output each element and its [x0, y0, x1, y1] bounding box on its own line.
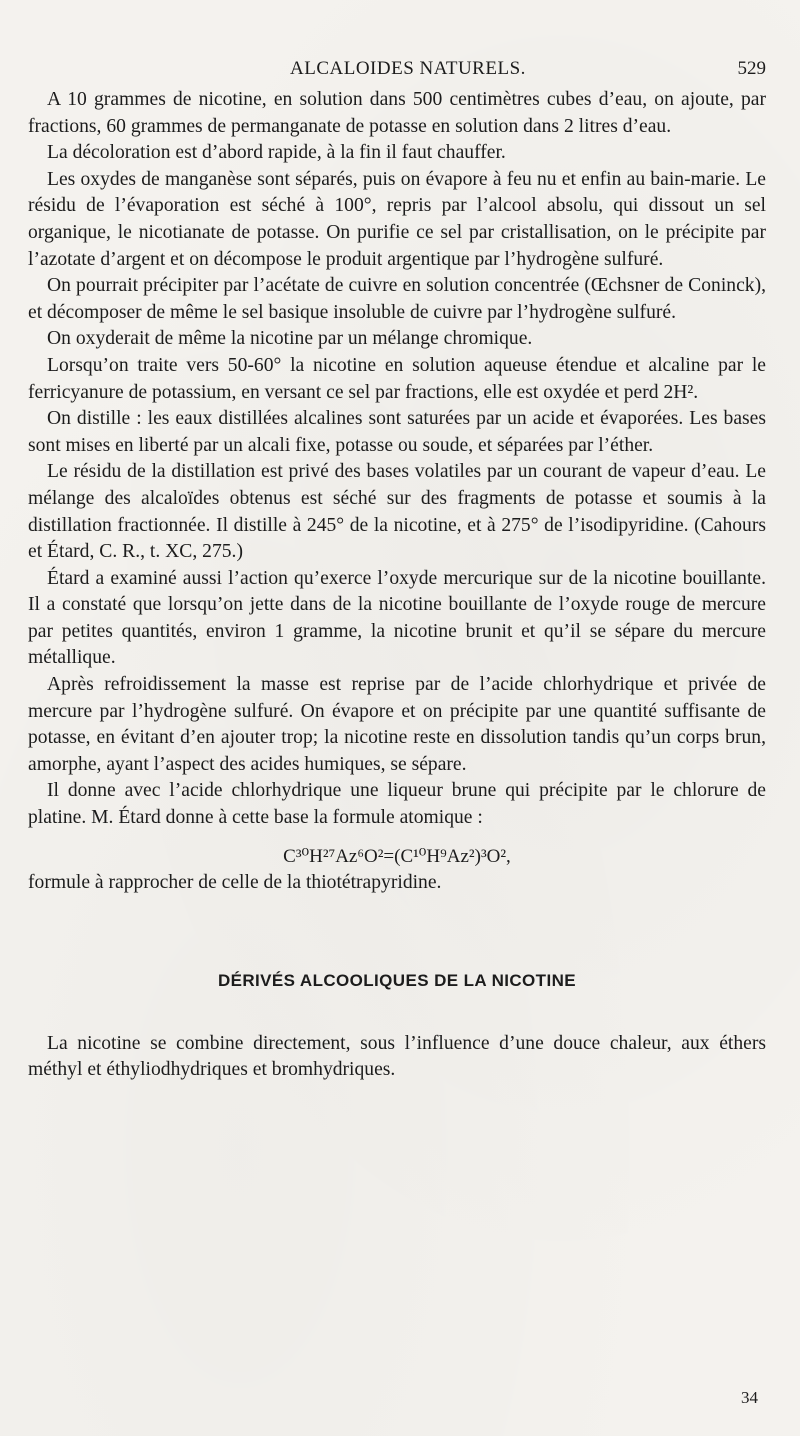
- paragraph: On pourrait précipiter par l’acétate de cuivre en solution concentrée (Œchsner de Coninck), et décomposer de même le sel basique insoluble de cuivre par l’hydrogène sulfuré.: [28, 275, 766, 323]
- paragraph: Le résidu de la distillation est privé des bases volatiles par un courant de vapeur d’eau. Le mélange des alcaloïdes obtenus est séché sur des fragments de potasse et soumis à la distillation fractionnée. Il distille à 245° de la nicotine, et à 275° de l’isodipyridine. (Cahours et Étard, C. R., t. XC, 275.): [28, 461, 766, 563]
- paragraph: Étard a examiné aussi l’action qu’exerce l’oxyde mercurique sur de la nicotine bouillante. Il a constaté que lorsqu’on jette dans de la nicotine bouillante de l’oxyde rouge de mercure par petites quantités, environ 1 gramme, la nicotine brunit et qu’il se sépare du mercure métallique.: [28, 567, 766, 669]
- chemical-formula: C³⁰H²⁷Az⁶O²=(C¹⁰H⁹Az²)³O²,: [283, 845, 511, 867]
- paragraph: La nicotine se combine directement, sous l’influence d’une douce chaleur, aux éthers méthyl et éthyliodhydriques et bromhydriques.: [28, 1032, 766, 1081]
- paragraph: formule à rapprocher de celle de la thiotétrapyridine.: [28, 872, 442, 894]
- paragraph: Après refroidissement la masse est reprise par de l’acide chlorhydrique et privée de mercure par l’hydrogène sulfuré. On évapore et on précipite par une quantité suffisante de potasse, en évitant d’en ajouter trop; la nicotine reste en dissolution tandis qu’un corps brun, amorphe, ayant l’aspect des acides humiques, se sépare.: [28, 674, 766, 775]
- paragraph: On oxyderait de même la nicotine par un mélange chromique.: [47, 328, 533, 350]
- paragraph: Les oxydes de manganèse sont séparés, puis on évapore à feu nu et enfin au bain-marie. Le résidu de l’évaporation est séché à 100°, repris par l’alcool absolu, qui dissout un sel organique, le nicotianate de potasse. On purifie ce sel par cristallisation, on le précipite par l’azotate d’argent et on décompose le produit argentique par l’hydrogène sulfuré.: [28, 168, 766, 270]
- paragraph: La décoloration est d’abord rapide, à la fin il faut chauffer.: [47, 142, 506, 164]
- paragraph: Il donne avec l’acide chlorhydrique une liqueur brune qui précipite par le chlorure de platine. M. Étard donne à cette base la formule atomique :: [28, 780, 766, 829]
- running-title: ALCALOIDES NATURELS.: [290, 58, 526, 79]
- section-heading: DÉRIVÉS ALCOOLIQUES DE LA NICOTINE: [217, 970, 577, 990]
- signature-mark: 34: [741, 1388, 758, 1407]
- page-number: 529: [737, 58, 766, 79]
- body-text: [28, 87, 766, 1084]
- running-head: [0, 58, 800, 82]
- paragraph: Lorsqu’on traite vers 50-60° la nicotine en solution aqueuse étendue et alcaline par le ferricyanure de potassium, en versant ce sel par fractions, elle est oxydée et perd 2H².: [28, 354, 766, 403]
- paragraph: On distille : les eaux distillées alcalines sont saturées par un acide et évaporées. Les bases sont mises en liberté par un alcali fixe, potasse ou soude, et séparées par l’éther.: [28, 408, 766, 456]
- paragraph: A 10 grammes de nicotine, en solution dans 500 centimètres cubes d’eau, on ajoute, par fractions, 60 grammes de permanganate de potasse en solution dans 2 litres d’eau.: [28, 89, 766, 137]
